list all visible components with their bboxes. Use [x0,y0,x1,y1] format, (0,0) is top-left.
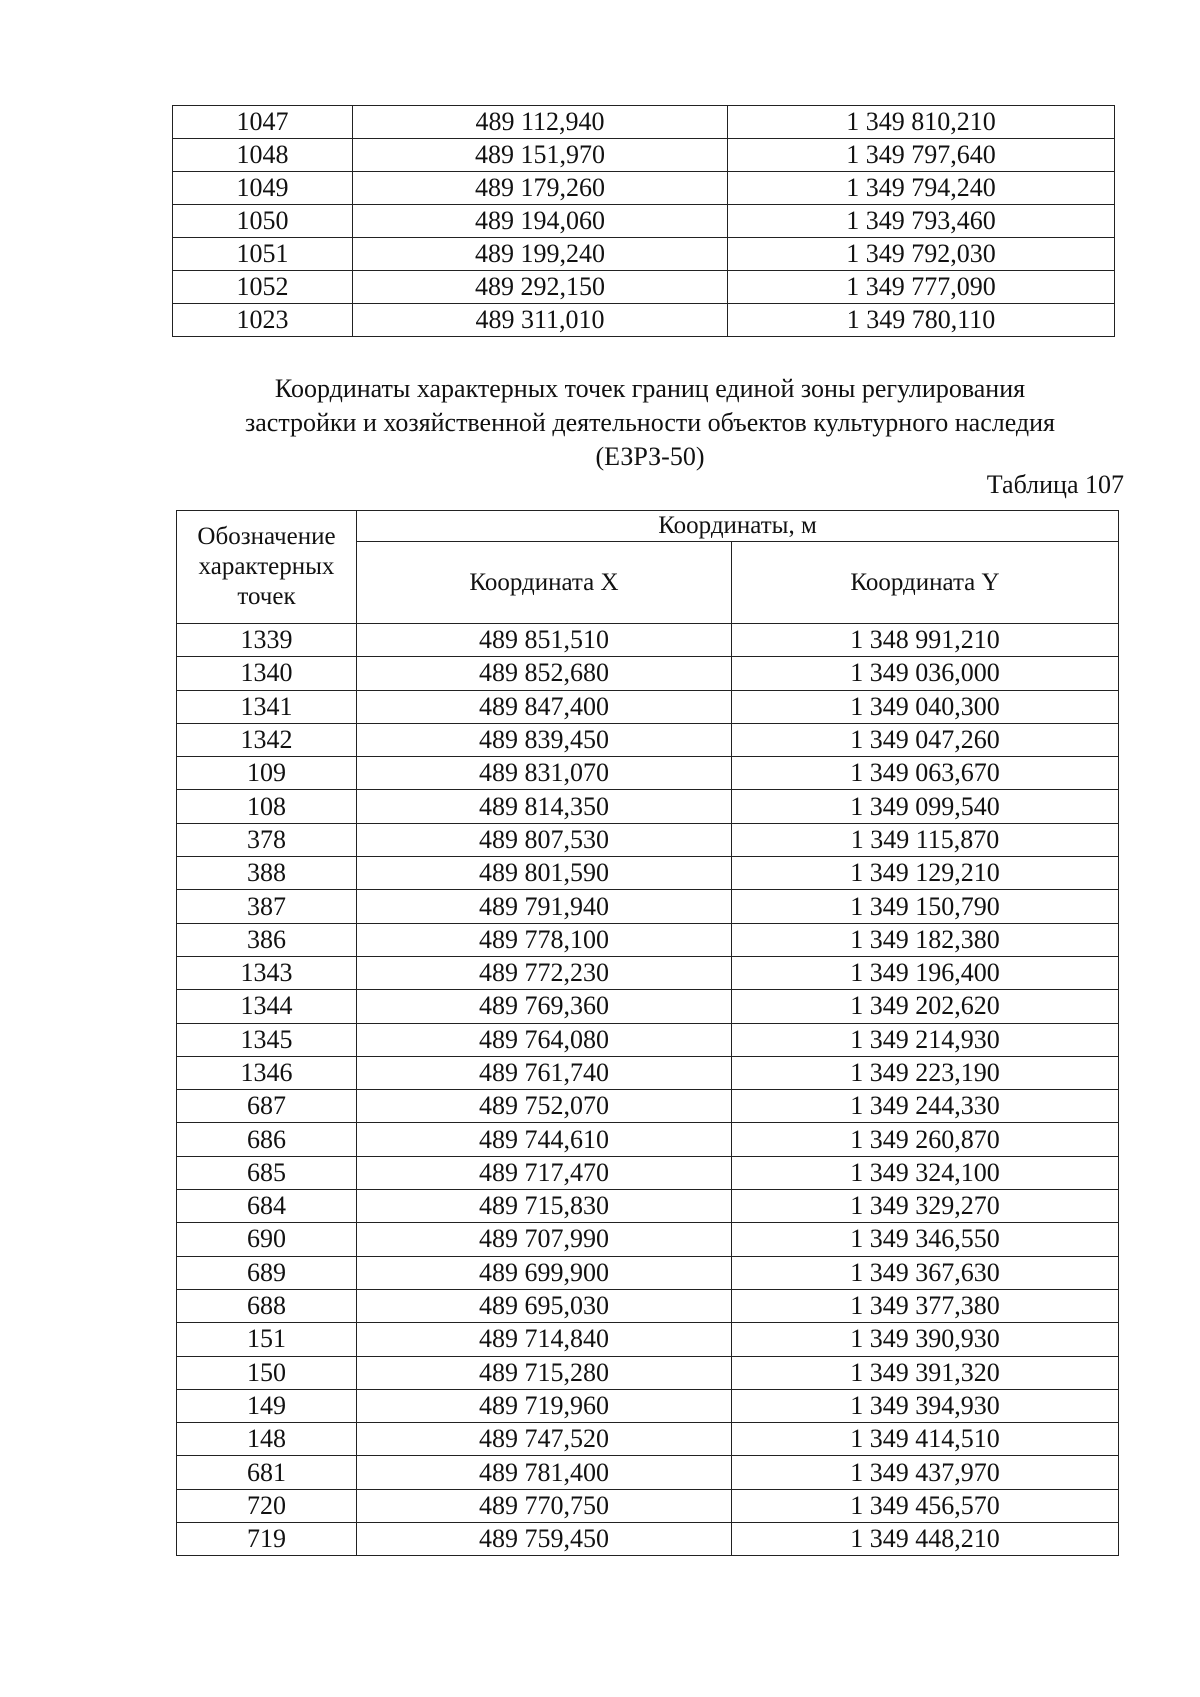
coordinate-x-cell: 489 847,400 [357,690,732,723]
coordinate-x-cell: 489 772,230 [357,956,732,989]
point-cell: 1049 [173,172,353,205]
coordinate-x-cell: 489 781,400 [357,1456,732,1489]
point-cell: 684 [177,1190,357,1223]
coordinate-y-cell: 1 348 991,210 [732,624,1119,657]
point-cell: 719 [177,1523,357,1556]
table-row [177,1356,1119,1389]
previous-table-body [173,106,1115,337]
coordinate-y-cell: 1 349 115,870 [732,823,1119,856]
coordinate-y-cell: 1 349 394,930 [732,1389,1119,1422]
coordinate-y-cell: 1 349 129,210 [732,857,1119,890]
point-cell: 685 [177,1156,357,1189]
table-row [177,890,1119,923]
coordinate-y-cell: 1 349 794,240 [728,172,1115,205]
table-row [177,1090,1119,1123]
coordinate-x-cell: 489 292,150 [353,271,728,304]
point-cell: 1051 [173,238,353,271]
coordinate-x-cell: 489 778,100 [357,923,732,956]
coordinate-y-cell: 1 349 367,630 [732,1256,1119,1289]
point-cell: 109 [177,757,357,790]
table-body [177,624,1119,1556]
coordinate-y-cell: 1 349 437,970 [732,1456,1119,1489]
coordinate-y-cell: 1 349 196,400 [732,956,1119,989]
coordinate-x-cell: 489 852,680 [357,657,732,690]
coordinate-y-cell: 1 349 202,620 [732,990,1119,1023]
point-cell: 150 [177,1356,357,1389]
table-row [177,923,1119,956]
point-cell: 1023 [173,304,353,337]
coordinate-x-cell: 489 707,990 [357,1223,732,1256]
table-row [177,956,1119,989]
table-row [177,1056,1119,1089]
coordinate-y-cell: 1 349 047,260 [732,723,1119,756]
coordinate-x-cell: 489 112,940 [353,106,728,139]
table-row [177,1423,1119,1456]
coordinate-y-cell: 1 349 099,540 [732,790,1119,823]
table-row [177,1023,1119,1056]
previous-coordinates-table [172,105,1115,337]
section-title [120,372,1180,474]
coordinate-x-cell: 489 769,360 [357,990,732,1023]
point-cell: 108 [177,790,357,823]
table-number: Таблица 107 [986,470,1124,499]
coordinate-y-cell: 1 349 777,090 [728,271,1115,304]
table-row [177,990,1119,1023]
coordinate-x-cell: 489 807,530 [357,823,732,856]
point-cell: 1047 [173,106,353,139]
table-row [177,1123,1119,1156]
point-cell: 688 [177,1289,357,1322]
coordinate-y-cell: 1 349 346,550 [732,1223,1119,1256]
table-row [173,139,1115,172]
coordinate-x-cell: 489 717,470 [357,1156,732,1189]
coordinate-x-cell: 489 311,010 [353,304,728,337]
coordinate-y-cell: 1 349 244,330 [732,1090,1119,1123]
coordinate-x-cell: 489 715,830 [357,1190,732,1223]
coordinate-x-cell: 489 764,080 [357,1023,732,1056]
coordinate-x-cell: 489 695,030 [357,1289,732,1322]
coordinate-x-cell: 489 199,240 [353,238,728,271]
coordinate-y-cell: 1 349 390,930 [732,1323,1119,1356]
coordinate-x-cell: 489 714,840 [357,1323,732,1356]
coordinate-x-cell: 489 814,350 [357,790,732,823]
point-cell: 687 [177,1090,357,1123]
coordinate-x-cell: 489 831,070 [357,757,732,790]
point-cell: 1345 [177,1023,357,1056]
coordinate-y-cell: 1 349 260,870 [732,1123,1119,1156]
table-row [177,823,1119,856]
point-cell: 681 [177,1456,357,1489]
coordinate-y-cell: 1 349 797,640 [728,139,1115,172]
point-cell: 148 [177,1423,357,1456]
coordinate-y-cell: 1 349 063,670 [732,757,1119,790]
table-row [177,757,1119,790]
header-coordinate-y: Координата Y [732,542,1119,624]
header-coordinate-x: Координата X [357,542,732,624]
coordinates-table [176,510,1119,1556]
table-row [177,690,1119,723]
coordinate-x-cell: 489 801,590 [357,857,732,890]
section-title-line-3: (ЕЗРЗ-50) [595,442,705,471]
point-cell: 1341 [177,690,357,723]
coordinate-y-cell: 1 349 324,100 [732,1156,1119,1189]
point-cell: 386 [177,923,357,956]
coordinate-y-cell: 1 349 377,380 [732,1289,1119,1322]
point-cell: 149 [177,1389,357,1422]
point-cell: 1340 [177,657,357,690]
point-cell: 388 [177,857,357,890]
coordinate-y-cell: 1 349 448,210 [732,1523,1119,1556]
table-row [177,1289,1119,1322]
point-cell: 720 [177,1489,357,1522]
table-row [177,1256,1119,1289]
table-row [177,723,1119,756]
coordinate-x-cell: 489 715,280 [357,1356,732,1389]
table-row [177,790,1119,823]
coordinate-y-cell: 1 349 150,790 [732,890,1119,923]
coordinate-y-cell: 1 349 329,270 [732,1190,1119,1223]
coordinate-x-cell: 489 791,940 [357,890,732,923]
table-row [177,1489,1119,1522]
section-title-line-1: Координаты характерных точек границ единой зоны регулирования [274,374,1026,403]
coordinate-y-cell: 1 349 036,000 [732,657,1119,690]
point-cell: 1050 [173,205,353,238]
point-cell: 1346 [177,1056,357,1089]
coordinate-x-cell: 489 194,060 [353,205,728,238]
coordinate-x-cell: 489 699,900 [357,1256,732,1289]
coordinate-y-cell: 1 349 780,110 [728,304,1115,337]
table-row [173,271,1115,304]
coordinate-x-cell: 489 719,960 [357,1389,732,1422]
point-cell: 378 [177,823,357,856]
table-row [177,1389,1119,1422]
table-row [177,1323,1119,1356]
point-cell: 1343 [177,956,357,989]
header-coordinates: Координаты, м [357,511,1119,542]
coordinate-y-cell: 1 349 793,460 [728,205,1115,238]
coordinate-x-cell: 489 770,750 [357,1489,732,1522]
coordinate-x-cell: 489 839,450 [357,723,732,756]
point-cell: 387 [177,890,357,923]
coordinate-y-cell: 1 349 223,190 [732,1056,1119,1089]
coordinate-x-cell: 489 744,610 [357,1123,732,1156]
coordinate-x-cell: 489 752,070 [357,1090,732,1123]
point-cell: 689 [177,1256,357,1289]
table-row [173,238,1115,271]
point-cell: 1342 [177,723,357,756]
point-cell: 1052 [173,271,353,304]
coordinate-y-cell: 1 349 182,380 [732,923,1119,956]
section-title-line-2: застройки и хозяйственной деятельности объектов культурного наследия [244,408,1056,437]
table-row [173,205,1115,238]
point-cell: 151 [177,1323,357,1356]
table-row [177,857,1119,890]
coordinate-y-cell: 1 349 214,930 [732,1023,1119,1056]
coordinate-x-cell: 489 759,450 [357,1523,732,1556]
coordinate-y-cell: 1 349 810,210 [728,106,1115,139]
table-row [177,1223,1119,1256]
point-cell: 1339 [177,624,357,657]
table-row [177,624,1119,657]
coordinate-x-cell: 489 747,520 [357,1423,732,1456]
table-row [173,304,1115,337]
table-header [177,511,1119,624]
coordinate-y-cell: 1 349 792,030 [728,238,1115,271]
table-row [173,172,1115,205]
table-row [177,657,1119,690]
coordinate-x-cell: 489 761,740 [357,1056,732,1089]
table-row [173,106,1115,139]
table-row [177,1523,1119,1556]
coordinate-x-cell: 489 179,260 [353,172,728,205]
table-row [177,1456,1119,1489]
point-cell: 690 [177,1223,357,1256]
header-designation: Обозначение характерных точек [177,511,357,624]
coordinate-x-cell: 489 151,970 [353,139,728,172]
coordinate-y-cell: 1 349 414,510 [732,1423,1119,1456]
header-row-1 [177,511,1119,542]
coordinate-x-cell: 489 851,510 [357,624,732,657]
point-cell: 1048 [173,139,353,172]
coordinate-y-cell: 1 349 391,320 [732,1356,1119,1389]
coordinate-y-cell: 1 349 456,570 [732,1489,1119,1522]
coordinate-y-cell: 1 349 040,300 [732,690,1119,723]
point-cell: 1344 [177,990,357,1023]
table-row [177,1156,1119,1189]
table-row [177,1190,1119,1223]
point-cell: 686 [177,1123,357,1156]
